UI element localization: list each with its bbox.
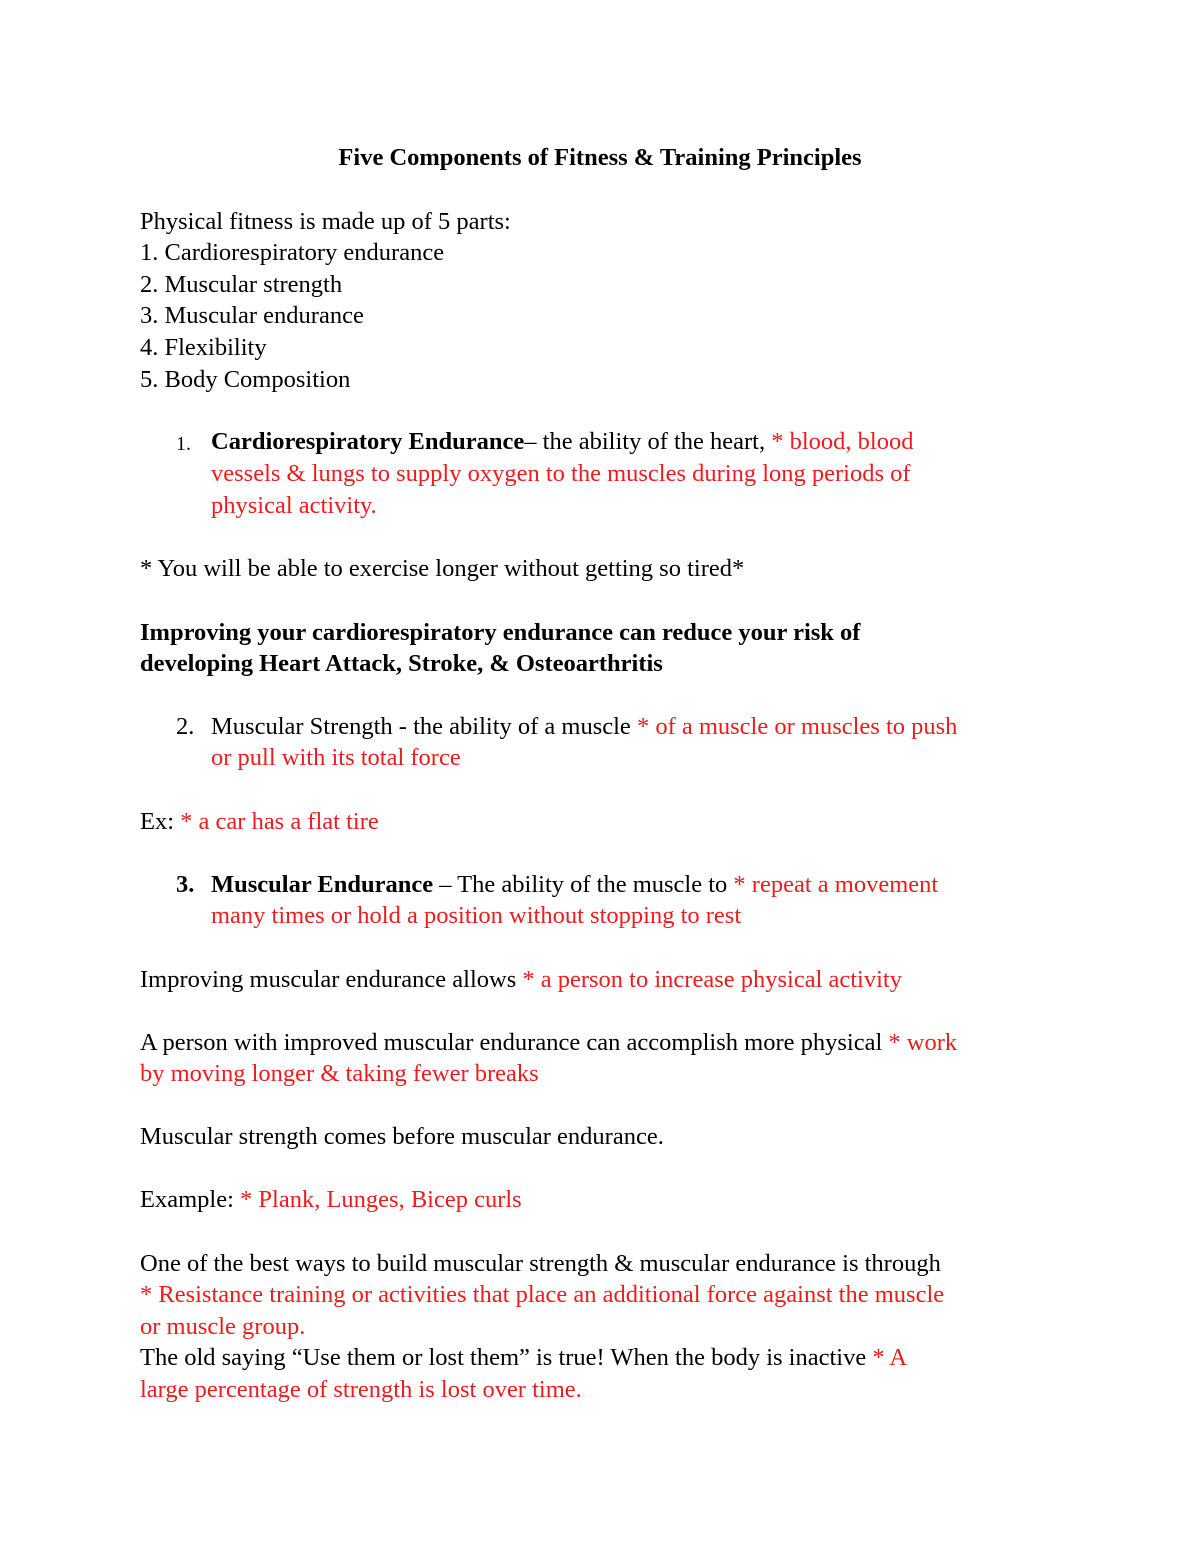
parts-list-item: 3. Muscular endurance [140, 302, 364, 329]
section-definition-text: Muscular Strength - the ability of a muscle [211, 713, 631, 740]
section-definition-text: – The ability of the muscle to [433, 871, 728, 898]
bold-statement: developing Heart Attack, Stroke, & Osteoarthritis [140, 650, 663, 677]
answer-text: by moving longer & taking fewer breaks [140, 1060, 539, 1087]
section-number: 1. [176, 433, 191, 455]
parts-list-item: 5. Body Composition [140, 366, 351, 393]
intro-text: Physical fitness is made up of 5 parts: [140, 208, 511, 235]
answer-text: * Plank, Lunges, Bicep curls [240, 1186, 522, 1213]
answer-text: large percentage of strength is lost over time. [140, 1376, 582, 1403]
statement-text: Improving muscular endurance allows [140, 966, 517, 993]
answer-text: or pull with its total force [211, 744, 461, 771]
example-line [140, 1184, 522, 1216]
answer-text: * of a muscle or muscles to push [630, 713, 958, 740]
note-text: * You will be able to exercise longer without getting so tired* [140, 555, 745, 582]
answer-text: * blood, blood [765, 428, 914, 455]
statement-line [140, 964, 902, 996]
answer-text: * repeat a movement [727, 871, 939, 898]
bold-statement: Improving your cardiorespiratory endurance can reduce your risk of [140, 619, 861, 646]
answer-text: physical activity. [211, 492, 377, 519]
statement-line [140, 1342, 907, 1374]
answer-text: many times or hold a position without stopping to rest [211, 902, 742, 929]
section-line [211, 869, 938, 901]
example-label: Example: [140, 1186, 241, 1213]
statement-text: The old saying “Use them or lost them” is true! When the body is inactive [140, 1344, 867, 1371]
statement-text: One of the best ways to build muscular strength & muscular endurance is through [140, 1250, 941, 1277]
parts-list-item: 1. Cardiorespiratory endurance [140, 239, 445, 266]
statement-line [140, 1027, 957, 1059]
section-line [211, 711, 957, 743]
answer-text: * a car has a flat tire [180, 808, 379, 835]
statement-text: Muscular strength comes before muscular endurance. [140, 1123, 664, 1150]
section-line [211, 426, 914, 458]
document-title: Five Components of Fitness & Training Principles [338, 144, 862, 171]
section-term: Cardiorespiratory Endurance [211, 428, 525, 455]
answer-text: * Resistance training or activities that place an additional force against the muscle [140, 1281, 945, 1308]
parts-list-item: 4. Flexibility [140, 334, 267, 361]
section-number: 3. [176, 871, 195, 898]
answer-text: or muscle group. [140, 1313, 306, 1340]
section-term: Muscular Endurance [211, 871, 434, 898]
section-number: 2. [176, 713, 195, 740]
answer-text: * work [882, 1029, 958, 1056]
answer-text: * a person to increase physical activity [516, 966, 902, 993]
example-line [140, 806, 379, 838]
parts-list-item: 2. Muscular strength [140, 271, 343, 298]
section-definition-text: – the ability of the heart, [524, 428, 766, 455]
answer-text: * A [866, 1344, 908, 1371]
answer-text: vessels & lungs to supply oxygen to the muscles during long periods of [211, 460, 911, 487]
example-label: Ex: [140, 808, 181, 835]
statement-text: A person with improved muscular endurance can accomplish more physical [140, 1029, 883, 1056]
